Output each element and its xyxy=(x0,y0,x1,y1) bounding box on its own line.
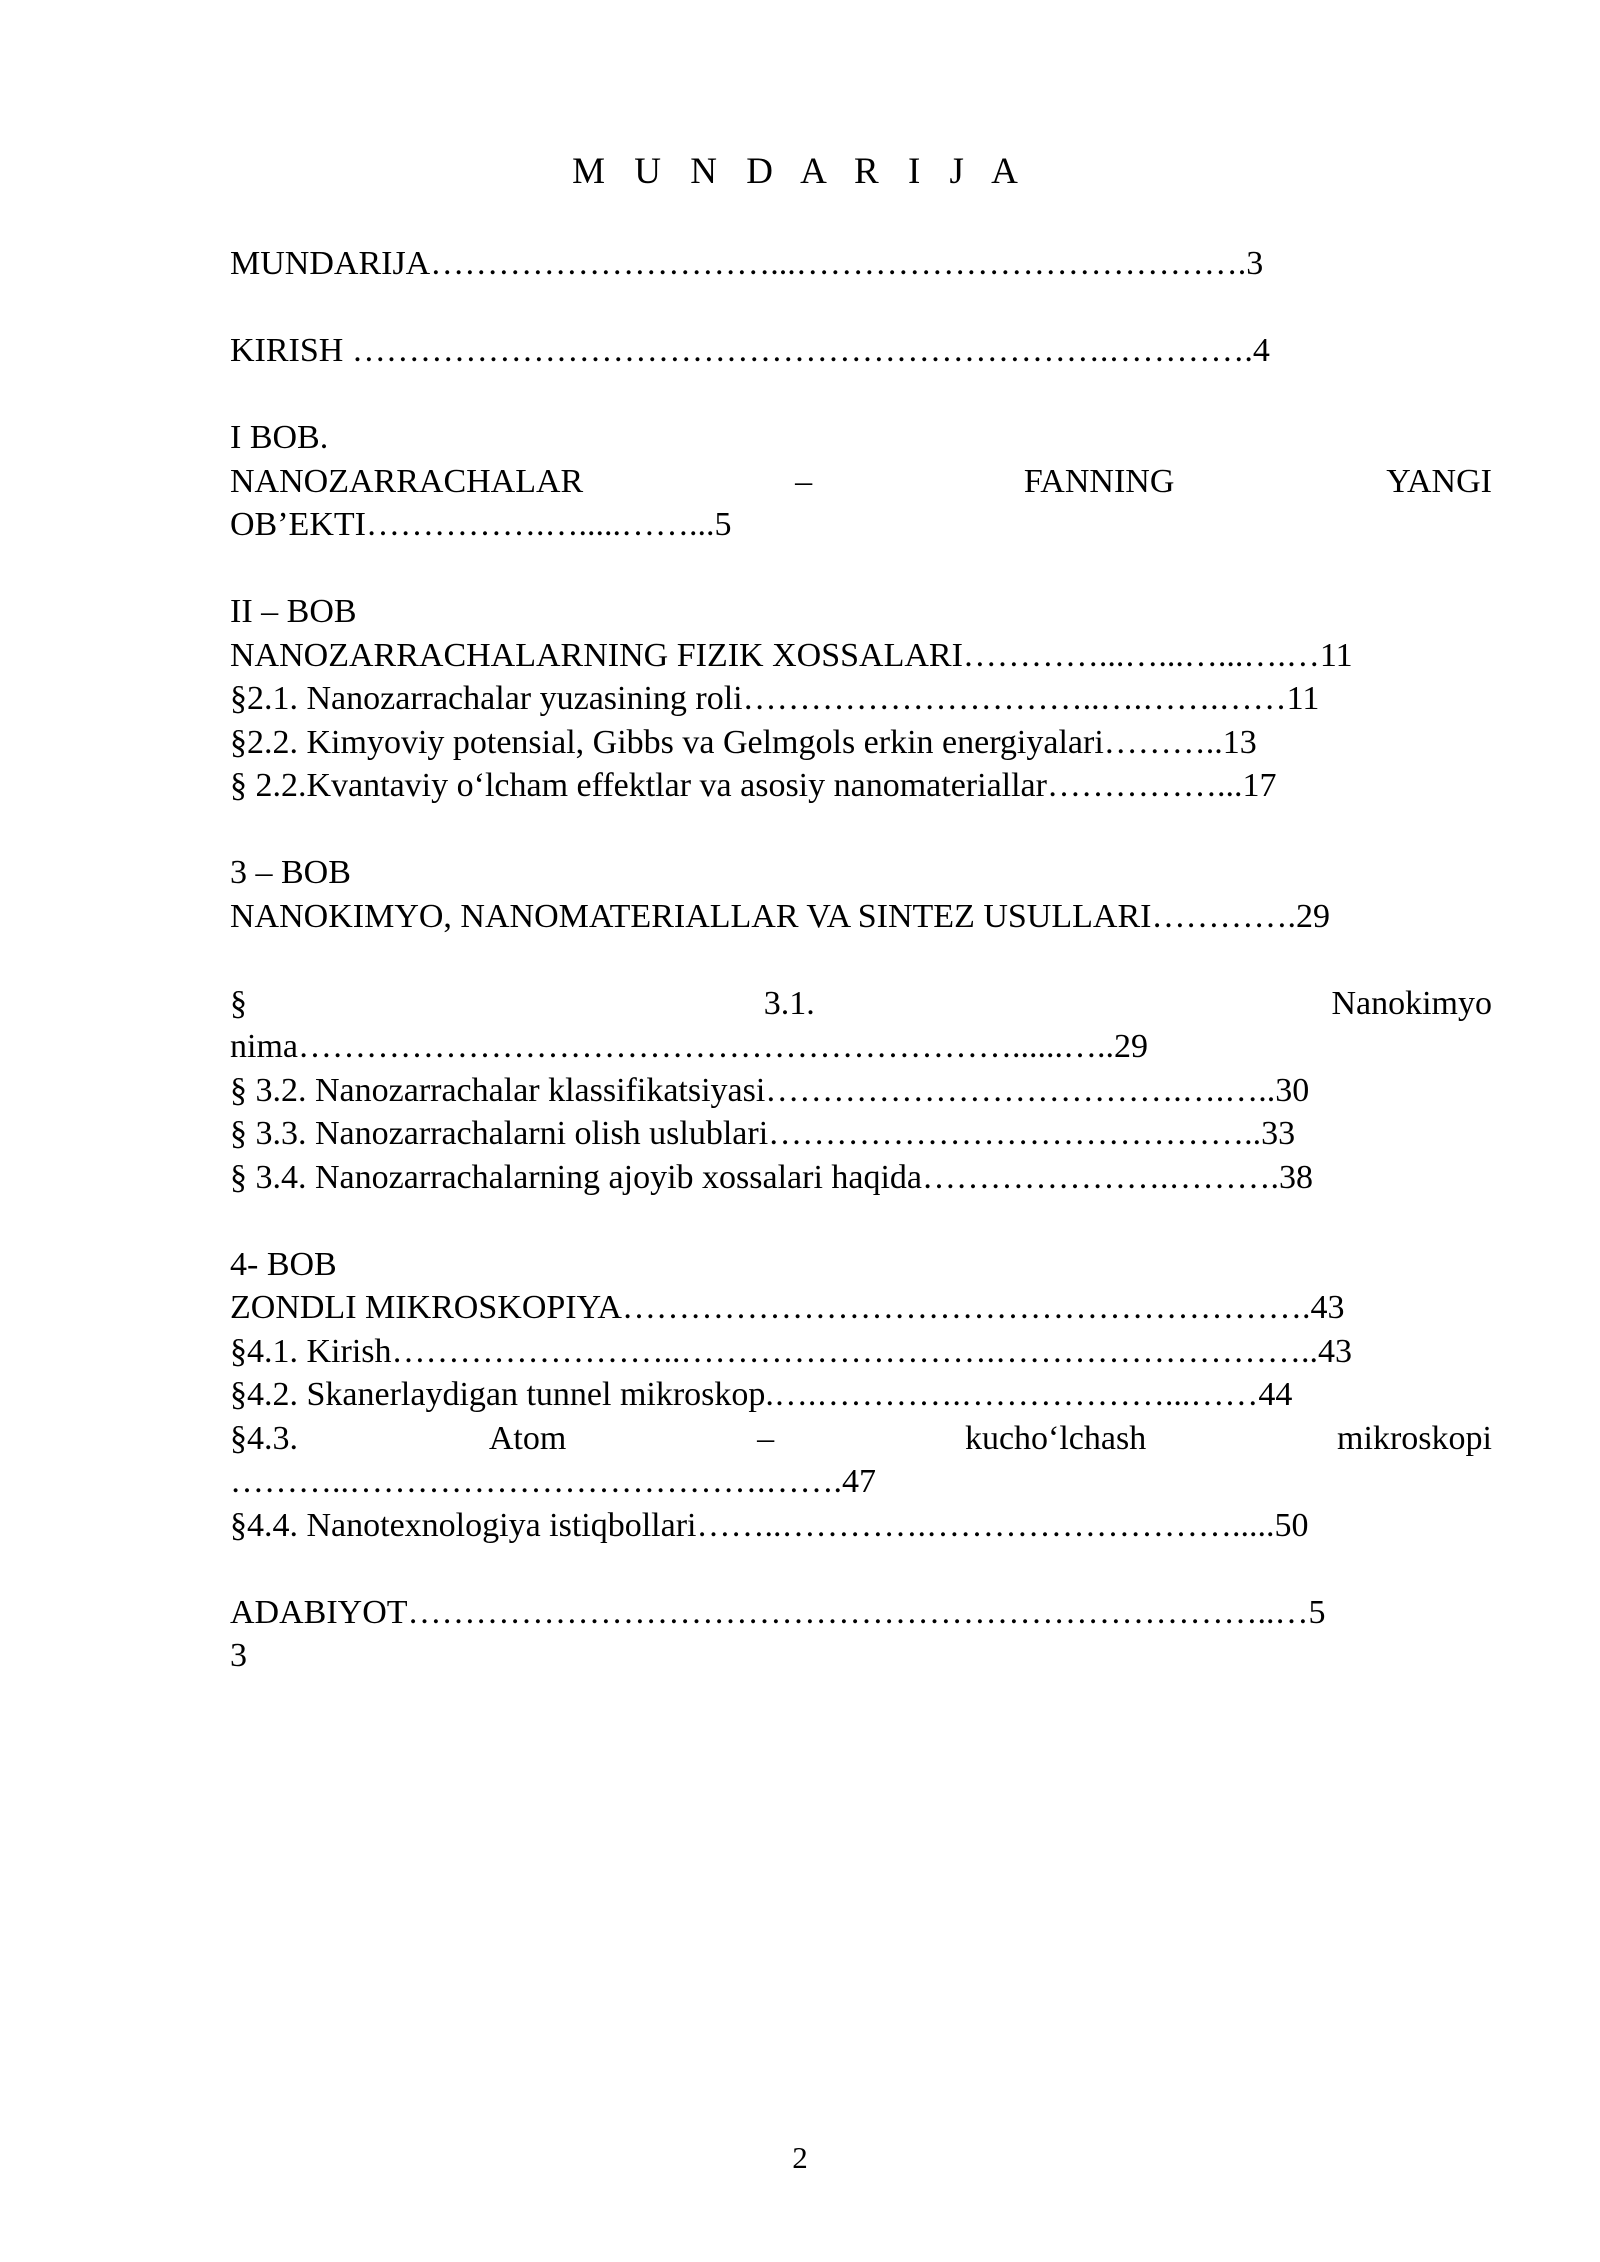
section-4-2: §4.2. Skanerlaydigan tunnel mikroskop.….………….………………...……44 xyxy=(230,1376,1293,1413)
chapter-1-title-end: OB’EKTI…………….….....……...5 xyxy=(230,506,732,543)
chapter-1-label: I BOB. xyxy=(230,419,329,456)
table-of-contents xyxy=(230,242,1492,1678)
section-3-1-end: nima………………………………………………………......…..29 xyxy=(230,1028,1148,1065)
section-3-1-word: Nanokimyo xyxy=(1331,984,1492,1022)
section-3-1-word: § xyxy=(230,984,247,1022)
toc-gap xyxy=(230,373,1492,417)
section-3-1 xyxy=(230,982,1492,1026)
chapter-2-title: NANOZARRACHALARNING FIZIK XOSSALARI…………...…...…...….…11 xyxy=(230,636,1353,674)
section-3-4: § 3.4. Nanozarrachalarning ajoyib xossalari haqida………………….……….38 xyxy=(230,1158,1314,1196)
chapter-1-title-word: FANNING xyxy=(1023,462,1175,500)
toc-gap xyxy=(230,1199,1492,1243)
toc-gap xyxy=(230,808,1492,852)
section-4-3-end: ………..……………………………….…….47 xyxy=(230,1463,876,1500)
section-4-3-word: kuchoʻlchash xyxy=(964,1419,1147,1457)
chapter-1-title xyxy=(230,460,1492,504)
toc-gap xyxy=(230,547,1492,591)
section-4-3-word: §4.3. xyxy=(230,1419,298,1457)
section-2-2b: § 2.2.Kvantaviy oʻlcham effektlar va asosiy nanomateriallar……………...17 xyxy=(230,767,1277,804)
section-2-1: §2.1. Nanozarrachalar yuzasining roli…………………………..….…….……11 xyxy=(230,680,1320,717)
section-2-2: §2.2. Kimyoviy potensial, Gibbs va Gelmgols erkin energiyalari………..13 xyxy=(230,723,1257,761)
section-3-1-word: 3.1. xyxy=(763,984,815,1022)
chapter-1-title-word: – xyxy=(795,462,813,500)
chapter-3-title: NANOKIMYO, NANOMATERIALLAR VA SINTEZ USULLARI………….29 xyxy=(230,897,1330,935)
page-title: M U N D A R I J A xyxy=(572,151,1028,192)
toc-entry-mundarija: MUNDARIJA…………………………...………………………………….3 xyxy=(230,245,1264,282)
toc-gap xyxy=(230,286,1492,330)
chapter-4-label: 4- BOB xyxy=(230,1245,337,1283)
toc-entry-adabiyot-page: 3 xyxy=(230,1637,247,1674)
toc-entry-adabiyot: ADABIYOT…………………………………………………………………..…5 xyxy=(230,1593,1326,1631)
section-4-1: §4.1. Kirish……………………..……………………….………………………..43 xyxy=(230,1332,1352,1370)
toc-gap xyxy=(230,1547,1492,1591)
section-3-3: § 3.3. Nanozarrachalarni olish uslublari……………………………………..33 xyxy=(230,1115,1296,1152)
chapter-1-title-word: NANOZARRACHALAR xyxy=(230,462,584,500)
chapter-1-title-word: YANGI xyxy=(1386,462,1492,500)
chapter-2-label: II – BOB xyxy=(230,593,357,630)
toc-entry-kirish: KIRISH ………………………………………………………….………….4 xyxy=(230,332,1270,369)
chapter-4-title: ZONDLI MIKROSKOPIYA…………………………………………………….43 xyxy=(230,1289,1345,1326)
section-4-3-word: Atom xyxy=(488,1419,567,1457)
section-4-3-word: mikroskopi xyxy=(1337,1419,1492,1457)
section-4-3-word: – xyxy=(757,1419,775,1457)
section-3-2: § 3.2. Nanozarrachalar klassifikatsiyasi……………………………….….…..30 xyxy=(230,1071,1310,1109)
page-number: 2 xyxy=(792,2140,808,2175)
toc-gap xyxy=(230,938,1492,982)
section-4-3 xyxy=(230,1417,1492,1461)
section-4-4: §4.4. Nanotexnologiya istiqbollari……..………….……………………….....50 xyxy=(230,1506,1309,1544)
chapter-3-label: 3 – BOB xyxy=(230,854,351,891)
